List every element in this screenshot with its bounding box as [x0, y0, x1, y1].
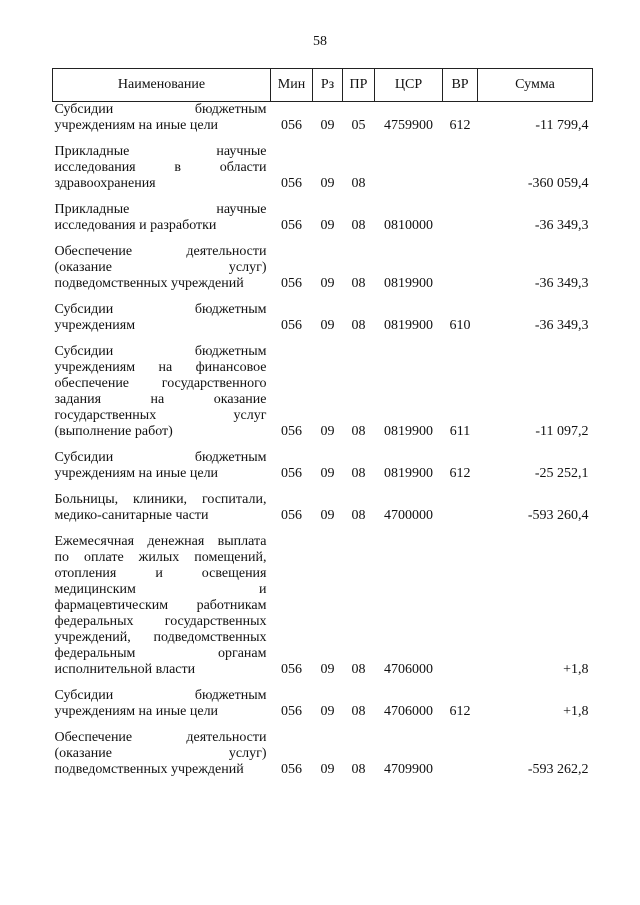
- row-name-line: Субсидии бюджетным: [54, 102, 267, 117]
- row-min: 056: [281, 662, 302, 677]
- row-name-line: учреждений, подведомственных: [54, 630, 267, 645]
- row-vr: [443, 534, 478, 688]
- table-row: [53, 450, 593, 492]
- row-vr: [443, 492, 478, 534]
- table-row: [53, 244, 593, 302]
- row-rz: 09: [320, 424, 335, 439]
- row-pr: 08: [351, 704, 366, 719]
- table-row: [53, 534, 593, 688]
- row-name-line: обеспечение государственного: [54, 376, 267, 391]
- row-pr: 08: [351, 276, 366, 291]
- row-min: 056: [281, 508, 302, 523]
- header-name: Наименование: [53, 69, 271, 102]
- row-min: 056: [281, 762, 302, 777]
- header-pr: ПР: [343, 69, 375, 102]
- row-name-line: исследования и разработки: [54, 218, 217, 233]
- row-name-line: Обеспечение деятельности: [54, 730, 267, 745]
- row-name-line: Субсидии бюджетным: [54, 344, 267, 359]
- header-vr: ВР: [443, 69, 478, 102]
- row-min: 056: [281, 424, 302, 439]
- row-sum: -36 349,3: [534, 218, 589, 233]
- row-sum: -11 799,4: [535, 118, 589, 133]
- table-row: [53, 344, 593, 450]
- row-vr: 611: [449, 424, 471, 439]
- row-name-line: Обеспечение деятельности: [54, 244, 267, 259]
- row-name: [53, 102, 271, 145]
- header-csr: ЦСР: [375, 69, 443, 102]
- row-pr: 08: [351, 662, 366, 677]
- row-sum: -593 262,2: [527, 762, 589, 777]
- row-rz: 09: [320, 508, 335, 523]
- row-name-line: государственных услуг: [54, 408, 267, 423]
- row-csr: 4706000: [384, 662, 433, 677]
- row-name: [53, 492, 271, 534]
- row-name-line: Больницы, клиники, госпитали,: [54, 492, 267, 507]
- row-name-line: подведомственных учреждений: [54, 276, 244, 291]
- row-csr: 4700000: [384, 508, 433, 523]
- row-vr: 612: [449, 118, 471, 133]
- row-csr: 0819900: [384, 276, 433, 291]
- row-min: 056: [281, 276, 302, 291]
- row-csr: 0810000: [384, 218, 433, 233]
- row-name-line: подведомственных учреждений: [54, 762, 244, 777]
- header-rz: Рз: [313, 69, 343, 102]
- row-min: 056: [281, 318, 302, 333]
- row-vr: 610: [449, 318, 471, 333]
- row-pr: 08: [351, 218, 366, 233]
- table-row: [53, 730, 593, 788]
- row-name-line: отопления и освещения: [54, 566, 267, 581]
- row-name: [53, 688, 271, 730]
- row-name-line: (оказание услуг): [54, 746, 267, 761]
- row-sum: -25 252,1: [534, 466, 589, 481]
- row-vr: [443, 144, 478, 202]
- row-sum: -360 059,4: [527, 176, 589, 191]
- row-name: [53, 450, 271, 492]
- row-name-line: здравоохранения: [54, 176, 156, 191]
- table-row: [53, 202, 593, 244]
- page-number: 58: [313, 34, 327, 49]
- row-name-line: федеральным органам: [54, 646, 267, 661]
- row-vr: [443, 730, 478, 788]
- row-name-line: фармацевтическим работникам: [54, 598, 267, 613]
- row-pr: 08: [351, 762, 366, 777]
- row-name-line: Субсидии бюджетным: [54, 302, 267, 317]
- row-sum: -593 260,4: [527, 508, 589, 523]
- header-min: Мин: [271, 69, 313, 102]
- row-rz: 09: [320, 318, 335, 333]
- row-min: 056: [281, 118, 302, 133]
- row-vr: [443, 202, 478, 244]
- row-rz: 09: [320, 276, 335, 291]
- row-name-line: учреждениям на финансовое: [54, 360, 267, 375]
- row-name-line: Субсидии бюджетным: [54, 450, 267, 465]
- row-name-line: Ежемесячная денежная выплата: [54, 534, 267, 549]
- row-vr: [443, 244, 478, 302]
- row-csr: [375, 144, 443, 202]
- row-pr: 08: [351, 318, 366, 333]
- row-name-line: Прикладные научные: [54, 144, 267, 159]
- row-name: [53, 534, 271, 688]
- row-sum: +1,8: [563, 662, 589, 677]
- row-name: [53, 144, 271, 202]
- row-name-line: федеральных государственных: [54, 614, 267, 629]
- row-pr: 08: [351, 466, 366, 481]
- row-name-line: учреждениям: [54, 318, 136, 333]
- row-csr: 4759900: [384, 118, 433, 133]
- row-name: [53, 244, 271, 302]
- row-name-line: исследования в области: [54, 160, 267, 175]
- row-sum: -36 349,3: [534, 276, 589, 291]
- row-csr: 0819900: [384, 466, 433, 481]
- row-rz: 09: [320, 704, 335, 719]
- table-row: [53, 302, 593, 344]
- row-sum: -11 097,2: [535, 424, 589, 439]
- row-rz: 09: [320, 466, 335, 481]
- row-min: 056: [281, 176, 302, 191]
- row-rz: 09: [320, 762, 335, 777]
- row-vr: 612: [449, 704, 471, 719]
- row-name-line: учреждениям на иные цели: [54, 466, 219, 481]
- row-name-line: исполнительной власти: [54, 662, 196, 677]
- header-sum: Сумма: [478, 69, 593, 102]
- row-name-line: (выполнение работ): [54, 424, 173, 439]
- row-name-line: Прикладные научные: [54, 202, 267, 217]
- row-name: [53, 202, 271, 244]
- row-min: 056: [281, 218, 302, 233]
- table-row: [53, 492, 593, 534]
- row-vr: 612: [449, 466, 471, 481]
- row-rz: 09: [320, 176, 335, 191]
- table-row: [53, 144, 593, 202]
- row-pr: 08: [351, 424, 366, 439]
- row-name-line: Субсидии бюджетным: [54, 688, 267, 703]
- header-row: [53, 69, 593, 102]
- row-csr: 4709900: [384, 762, 433, 777]
- row-name-line: медицинским и: [54, 582, 267, 597]
- table-body: [53, 102, 593, 789]
- row-rz: 09: [320, 662, 335, 677]
- row-name: [53, 730, 271, 788]
- row-name-line: задания на оказание: [54, 392, 267, 407]
- table-row: [53, 102, 593, 145]
- row-name-line: медико-санитарные части: [54, 508, 209, 523]
- row-pr: 05: [351, 118, 366, 133]
- table-header: [53, 69, 593, 102]
- row-name-line: учреждениям на иные цели: [54, 118, 219, 133]
- row-pr: 08: [351, 176, 366, 191]
- row-name-line: (оказание услуг): [54, 260, 267, 275]
- row-pr: 08: [351, 508, 366, 523]
- row-name: [53, 302, 271, 344]
- row-name-line: учреждениям на иные цели: [54, 704, 219, 719]
- row-name-line: по оплате жилых помещений,: [54, 550, 267, 565]
- row-csr: 0819900: [384, 318, 433, 333]
- row-csr: 0819900: [384, 424, 433, 439]
- row-min: 056: [281, 704, 302, 719]
- row-rz: 09: [320, 118, 335, 133]
- row-min: 056: [281, 466, 302, 481]
- row-sum: +1,8: [563, 704, 589, 719]
- budget-table: [52, 68, 593, 788]
- row-sum: -36 349,3: [534, 318, 589, 333]
- table-row: [53, 688, 593, 730]
- row-csr: 4706000: [384, 704, 433, 719]
- row-name: [53, 344, 271, 450]
- row-rz: 09: [320, 218, 335, 233]
